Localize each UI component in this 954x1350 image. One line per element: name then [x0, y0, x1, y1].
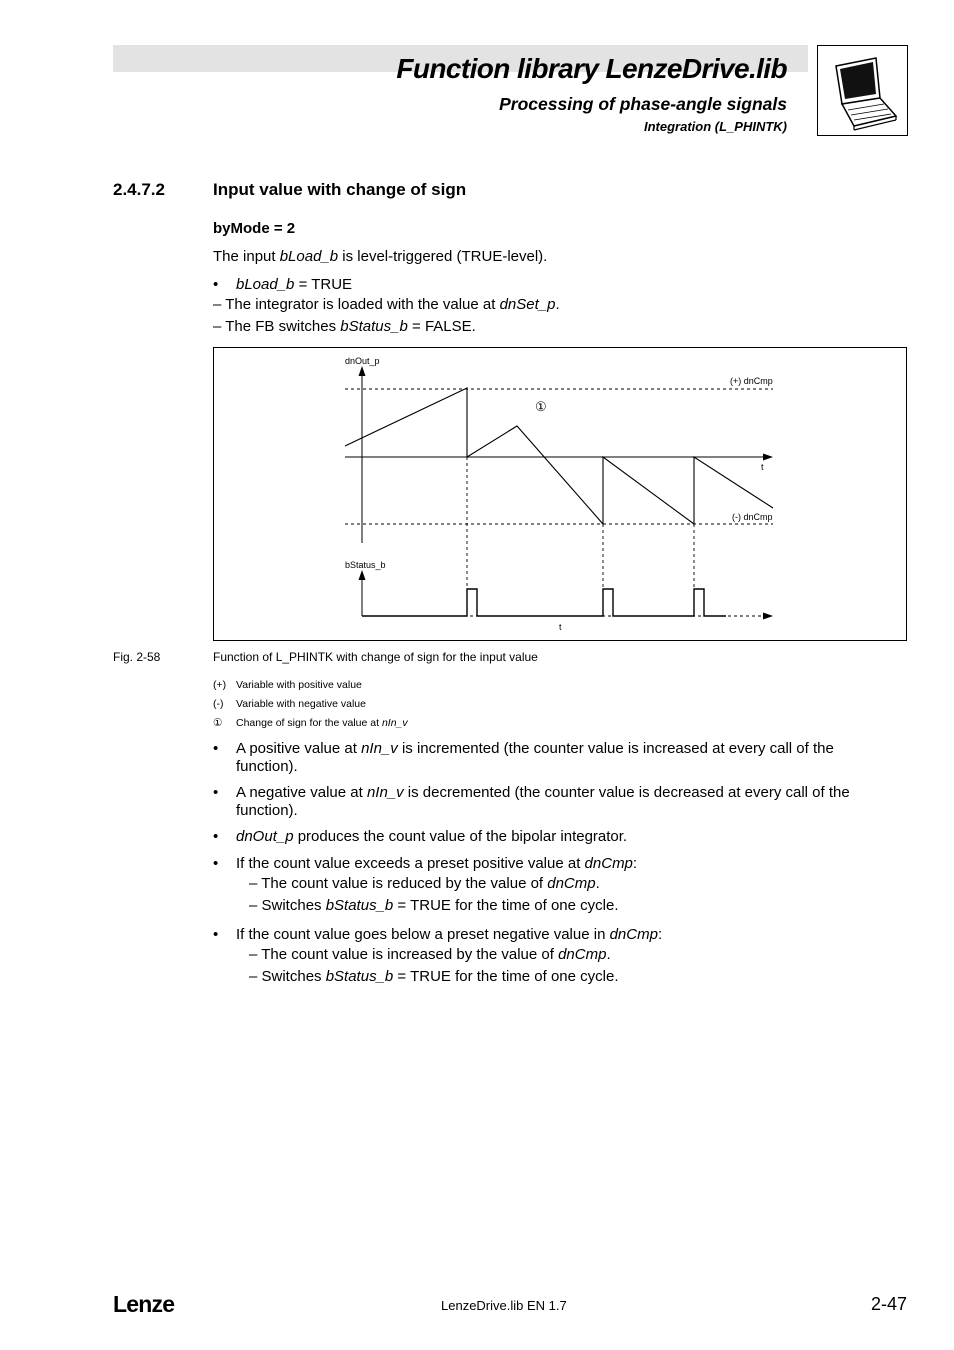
bullet-exceeds-positive: • If the count value exceeds a preset positive value at dnCmp: – The count value is reduced by the value of dnCmp. – Switches bStatus_b = TRUE for the time of one cycle. — [213, 855, 638, 914]
time-label-top: t — [761, 462, 764, 472]
negative-threshold-label: (-) dnCmp — [732, 512, 773, 522]
legend-row-sign-change: ① Change of sign for the value at nIn_v — [213, 717, 408, 729]
section-number: 2.4.7.2 — [113, 180, 165, 199]
intro-paragraph: The input bLoad_b is level-triggered (TRUE-level). — [213, 248, 548, 265]
mode-line: byMode = 2 — [213, 220, 296, 237]
bload-bullet: • bLoad_b = TRUE – The integrator is loaded with the value at dnSet_p. – The FB switches bStatus_b = FALSE. — [213, 276, 560, 335]
section-subtitle: Integration (L_PHINTK) — [644, 119, 787, 134]
bstatus-y-arrow — [359, 570, 366, 580]
bullet-dnout: • dnOut_p produces the count value of the bipolar integrator. — [213, 828, 628, 845]
bullet-below-negative: • If the count value goes below a preset negative value in dnCmp: – The count value is increased by the value of dnCmp. – Switches bStatus_b = TRUE for the time of one cycle. — [213, 926, 663, 985]
bstatus-t-arrow — [763, 613, 773, 620]
figure-number: Fig. 2-58 — [113, 650, 161, 664]
sign-change-marker: ① — [535, 399, 547, 414]
dnout-t-arrow — [763, 454, 773, 461]
figure-caption: Function of L_PHINTK with change of sign for the input value — [213, 650, 538, 664]
section-title: Input value with change of sign — [213, 180, 467, 199]
page-number: 2-47 — [870, 1294, 907, 1314]
dnout-waveform — [345, 388, 773, 524]
bstatus-label: bStatus_b — [345, 560, 386, 570]
legend-row-positive: (+) Variable with positive value — [213, 679, 362, 691]
legend-row-negative: (-) Variable with negative value — [213, 698, 366, 710]
timing-diagram — [213, 347, 907, 641]
bstatus-waveform — [362, 589, 726, 616]
dnout-y-arrow — [359, 366, 366, 376]
timing-diagram-svg — [214, 348, 906, 640]
laptop-icon — [818, 46, 907, 135]
dnout-label: dnOut_p — [345, 356, 380, 366]
header-icon-box — [817, 45, 908, 136]
chapter-subtitle: Processing of phase-angle signals — [499, 94, 787, 114]
positive-threshold-label: (+) dnCmp — [730, 376, 773, 386]
bullet-positive-value: • A positive value at nIn_v is incremented (the counter value is increased at every call of the function). — [213, 740, 834, 775]
footer-document-id: LenzeDrive.lib EN 1.7 — [441, 1298, 567, 1313]
lenze-logo: Lenze — [113, 1291, 175, 1317]
bullet-dot: • — [213, 276, 219, 293]
time-label-bottom: t — [559, 622, 562, 632]
bullet-negative-value: • A negative value at nIn_v is decremented (the counter value is decreased at every call of the function). — [213, 784, 850, 819]
page-title: Function library LenzeDrive.lib — [396, 53, 787, 84]
